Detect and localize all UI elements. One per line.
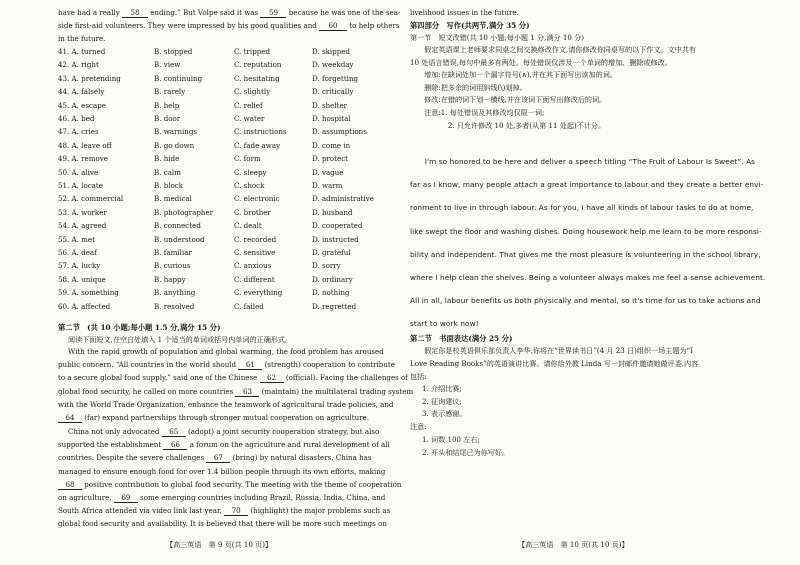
option-row [58,168,398,177]
option-choice[interactable]: C. failed [234,301,264,311]
option-choice[interactable]: 49. A. remove [58,154,108,164]
option-choice[interactable]: D. vague [312,167,344,177]
option-choice[interactable]: C. hesitating [234,73,280,83]
essay-line: start to work now! [410,319,479,329]
option-choice[interactable]: B. anything [154,288,196,298]
option-choice[interactable]: 43. A. pretending [58,73,121,83]
text: global food security, he called on more countries [58,386,236,396]
text: have had a really [58,8,122,17]
option-choice[interactable]: B. photographer [154,207,214,217]
blank-59[interactable]: 59 [260,8,286,18]
option-choice[interactable]: D. warm [312,181,343,190]
text: managed to ensure enough food for over 1.4 billion people through its own efforts, making [58,466,386,476]
option-choice[interactable]: C. everything [234,288,283,298]
passage-line [68,347,384,356]
part4-title: 第四部分 写作(共两节,满分 35 分) [410,21,530,30]
blank-65[interactable]: 65 [162,427,186,437]
passage-line [58,493,385,503]
sec1instr-line: 删除:把多余的词用斜线(\)划掉。 [410,82,527,92]
option-choice[interactable]: C. dealt [234,221,262,231]
points-line: 3. 表示感谢。 [422,409,467,419]
text: countries. Despite the severe challenges [58,453,207,463]
section2-instructions: 阅读下面短文,在空白处填入 1 个适当的单词或括号内单词的正确形式。 [68,335,293,344]
text: some emerging countries including Brazil, Russia, India, China, and [137,493,386,502]
option-choice[interactable]: D. instructed [312,234,359,244]
text: ending.” But Volpe said it was [147,8,261,17]
essay-line: bility and independent. That gives me the most pleasure is volunteering in the school library, [410,249,761,259]
option-choice[interactable]: 57. A. lucky [58,261,101,271]
blank-63[interactable]: 63 [235,387,259,397]
option-choice[interactable]: C. tripped [234,47,271,56]
option-choice[interactable]: 56. A. deaf [58,248,97,257]
option-choice[interactable]: C. recorded [234,234,277,244]
option-choice[interactable]: B. hide [154,154,180,164]
option-choice[interactable]: C. anxious [234,261,272,271]
passage-line [58,519,387,528]
option-choice[interactable]: C. sensitive [234,248,276,257]
notes-line: 1. 词数 100 左右; [422,435,480,444]
intro-line-3: in the future. [58,34,106,43]
text: With the rapid growth of population and global warming, the food problem has aroused [68,347,384,356]
option-choice[interactable]: D. grateful [312,248,351,257]
option-row [58,87,398,96]
text: side first-aid volunteers. They were impressed by his good qualities and [58,21,320,30]
passage-line [58,453,372,463]
option-choice[interactable]: B. calm [154,167,181,177]
option-choice[interactable]: B. connected [154,221,201,231]
option-choice[interactable]: D. skipped [312,47,350,56]
option-choice[interactable]: B. help [154,100,180,110]
option-choice[interactable]: B. happy [154,274,186,284]
sec1instr-line: 假定英语课上老师要求同桌之间交换修改作文,请你修改你同桌写的以下作文。文中共有 [410,45,697,54]
option-choice[interactable]: 44. A. falsely [58,87,105,97]
option-choice[interactable]: D. husband [312,207,353,217]
option-choice[interactable]: B. curious [154,261,191,271]
option-choice[interactable]: B. view [154,60,181,70]
section2-writing-title: 第二节 书面表达(满分 25 分) [410,334,513,343]
option-choice[interactable]: 60. A. affected [58,301,111,311]
option-row [58,101,398,110]
sec1instr-line: 10 处语言错误,每句中最多有两处。每处错误仅涉及一个单词的增加、删除或修改。 [410,57,672,67]
option-row [58,208,398,217]
text: to a secure global food supply,” said one of the Chinese [58,373,260,383]
option-row [58,261,398,270]
page-footer-10: 【高三英语 第 10 页(共 10 页)】 [518,540,629,549]
passage-line [58,467,385,476]
option-choice[interactable]: B. door [154,114,181,123]
text: (maintain) the multilateral trading system [259,386,414,396]
option-choice[interactable]: D. administrative [312,194,374,204]
text: (strength) cooperation to contribute [262,360,395,370]
option-row [58,302,398,311]
sec1instr-line: 增加:在缺词处加一个漏字符号(∧),并在其下面写出该加的词。 [410,70,617,80]
option-row [58,127,398,136]
essay-line: like swept the floor and washing dishes. Doing housework help me learn to be more responsi- [410,226,762,236]
option-choice[interactable]: C. form [234,154,261,164]
essay-line: far as I know, many people attach a great importance to labour and they create a better envi- [410,180,764,190]
option-choice[interactable]: D. critically [312,87,354,97]
option-choice[interactable]: 53. A. worker [58,207,107,217]
passage-line [58,506,390,516]
option-choice[interactable]: 45. A. escape [58,100,106,110]
blank-62[interactable]: 62 [260,373,284,383]
option-choice[interactable]: C. fade away [234,140,281,150]
blank-70[interactable]: 70 [224,506,248,516]
essay-line: All in all, labour benefits us both physically and mental, so it's time for us to take actions and [410,296,761,306]
passage-line [58,413,369,423]
text: because he was one of the sea- [286,8,401,17]
passage-line [58,440,390,450]
sec1instr-line: 注意:1. 每处错误及其修改均仅限一词; [410,108,545,117]
option-choice[interactable]: 50. A. alive [58,167,99,177]
blank-64[interactable]: 64 [58,413,82,423]
option-choice[interactable]: D. protect [312,154,349,164]
option-choice[interactable]: D. shelter [312,100,348,110]
option-choice[interactable]: B. rarely [154,87,186,97]
essay-line: where I help clean the shelves. Being a volunteer always makes me feel a sense achievement. [410,273,766,282]
intro-line-2 [58,21,399,31]
option-choice[interactable]: C. brother [234,207,271,217]
passage-line [58,360,395,370]
option-choice[interactable]: D. sorry [312,261,341,271]
option-choice[interactable]: 51. A. locate [58,181,103,190]
text: with the World Trade Organization, enhance the teamwork of agricultural trade policies, and [58,399,394,409]
option-row [58,248,398,257]
points-line: 1. 介绍比赛; [422,384,462,393]
sec2instr-line: Love Reading Books”的英语演讲比赛。请你给外教 Linda 写一封邮件邀请她做评委,内容 [410,358,699,368]
option-choice[interactable]: 42. A. right [58,60,99,70]
section1-title: 第一节 短文改错(共 10 小题;每小题 1 分,满分 10 分) [410,33,584,42]
text: China not only advocated [68,427,162,436]
option-choice[interactable]: 59. A. something [58,288,119,298]
notes-line: 2. 开头和结尾已为你写好。 [422,447,510,457]
note-label: 注意: [410,422,427,431]
option-choice[interactable]: C. relief [234,100,263,110]
option-choice[interactable]: 46. A. bed [58,114,95,123]
passage-line [58,387,413,397]
essay-line: I'm so honored to be here and deliver a speech titling “The Fruit of Labour Is Sweet”. As [410,157,756,166]
text: supported the establishment [58,440,164,450]
text: a forum on the agriculture and rural development of all [187,440,390,450]
option-choice[interactable]: 47. A. cries [58,127,99,137]
option-choice[interactable]: D. nothing [312,288,350,298]
option-choice[interactable]: 41. A. turned [58,47,106,56]
option-choice[interactable]: B. continuing [154,73,203,83]
option-choice[interactable]: D. regretted [312,301,357,311]
option-row [58,194,398,203]
section2-title: 第二节 (共 10 小题;每小题 1.5 分,满分 15 分) [58,323,221,332]
passage-line [68,427,379,437]
option-row [58,114,398,123]
option-choice[interactable]: C. reputation [234,60,282,70]
option-choice[interactable]: 48. A. leave off [58,140,112,150]
passage-line [58,480,401,490]
option-row [58,74,398,83]
blank-66[interactable]: 66 [163,440,187,450]
text: global food security and availability. It is believed that there will be more such meetings on [58,519,387,529]
option-choice[interactable]: C. different [234,274,275,284]
blank-61[interactable]: 61 [238,360,262,370]
option-choice[interactable]: 58. A. unique [58,274,106,284]
sec1instr-line: 2. 只允许修改 10 处,多者(从第 11 处起)不计分。 [410,120,606,130]
page-footer-9: 【高三英语 第 9 页(共 10 页)】 [166,540,273,549]
option-choice[interactable]: D. cooperated [312,221,363,231]
option-choice[interactable]: B. familiar [154,248,192,257]
option-choice[interactable]: D. weekday [312,60,354,70]
sec2instr-line: 包括: [410,371,427,381]
text: (highlight) the major problems such as [248,506,391,516]
option-choice[interactable]: D. ordinary [312,274,353,284]
option-row [58,60,398,69]
text: to help others [347,21,400,30]
option-choice[interactable]: C. water [234,114,265,123]
option-choice[interactable]: C. slightly [234,87,271,97]
option-choice[interactable]: B. understood [154,234,205,244]
passage-line [58,400,393,409]
option-row [58,221,398,230]
option-choice[interactable]: B. block [154,181,184,190]
option-choice[interactable]: 54. A. agreed [58,221,107,231]
blank-68[interactable]: 68 [58,480,82,490]
sec1instr-line: 修改:在错的词下划一横线,并在该词下面写出修改后的词。 [410,95,607,105]
intro-line-1 [58,8,400,18]
text: (far) expand partnerships through stronger mutual cooperation on agriculture. [82,413,369,422]
option-choice[interactable]: C. shock [234,181,265,190]
option-row [58,181,398,190]
option-choice[interactable]: B. stopped [154,47,193,56]
text: positive contribution to global food security. The meeting with the theme of cooperation [82,479,402,489]
sec2instr-line: 假定你是校英语俱乐部负责人李华,你将在“世界读书日”(4 月 23 日)组织一场主题为“I [410,346,693,355]
text: public concern. “All countries in the world should [58,360,239,370]
text: on agriculture, [58,493,114,502]
option-row [58,141,398,150]
option-choice[interactable]: D. hospital [312,114,351,123]
blank-69[interactable]: 69 [114,493,138,503]
blank-67[interactable]: 67 [206,453,230,463]
continued-text: livelihood issues in the future. [410,8,519,17]
option-row [58,288,398,297]
blank-60[interactable]: 60 [319,21,347,31]
option-choice[interactable]: B. resolved [154,301,195,311]
option-choice[interactable]: C. instructions [234,127,287,137]
option-row [58,154,398,163]
option-choice[interactable]: B. go down [154,140,195,150]
option-row [58,275,398,284]
option-choice[interactable]: D. come in [312,140,351,150]
points-line: 2. 征询建议; [422,396,462,406]
text: (bring) by natural disasters, China has [230,453,372,463]
text: (adopt) a joint security cooperation strategy, but also [185,427,380,436]
passage-line [58,373,408,383]
option-choice[interactable]: 52. A. commercial [58,194,124,204]
text: (official). Facing the challenges of [283,373,408,383]
option-choice[interactable]: D. forgetting [312,73,359,83]
option-row [58,235,398,244]
option-choice[interactable]: D. assumptions [312,127,367,137]
option-choice[interactable]: B. warnings [154,127,198,137]
option-choice[interactable]: 55. A. met [58,234,95,244]
text: South Africa attended via video link last year, [58,506,225,516]
essay-line: ronment to live in through labour. As for you, I have all kinds of labour tasks to do at home, [410,203,754,213]
option-choice[interactable]: C. sleepy [234,167,267,177]
option-choice[interactable]: C. electronic [234,194,280,204]
option-choice[interactable]: B. medical [154,194,192,204]
blank-58[interactable]: 58 [122,8,148,18]
option-row [58,47,398,56]
